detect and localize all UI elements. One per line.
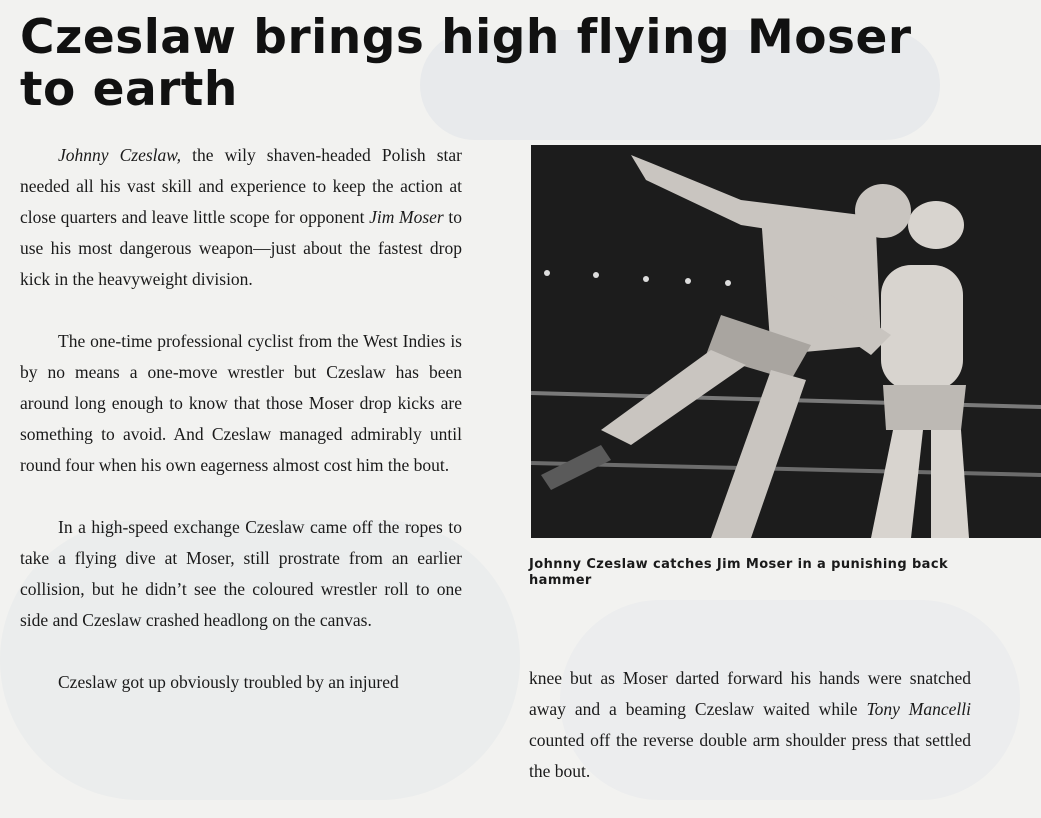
paragraph-5-text-a: knee but as Moser darted forward his hands were snatched away and a beaming Czeslaw waited while [529,668,971,719]
paragraph-2: The one-time professional cyclist from the West Indies is by no means a one-move wrestler but Czeslaw has been around long enough to know that those Moser drop kicks are something to avoid. And Czeslaw managed admirably until round four when his own eagerness almost cost him the bout. [20,331,462,475]
article-headline [20,12,920,116]
paragraph-1 [20,140,462,295]
paragraph-3: In a high-speed exchange Czeslaw came off the ropes to take a flying dive at Moser, still prostrate from an earlier collision, but he didn’t see the coloured wrestler roll to one side and Czeslaw crashed headlong on the canvas. [20,517,462,630]
wrestling-photo-illustration [531,145,1041,538]
paragraph-4: Czeslaw got up obviously troubled by an injured [58,672,399,692]
name-jim-moser: Jim Moser [369,207,444,227]
name-tony-mancelli: Tony Mancelli [866,699,971,719]
name-johnny-czeslaw: Johnny Czeslaw, [58,145,182,165]
paragraph-1-text-b: to use his most dangerous weapon—just about the fastest drop kick in the heavyweight division. [20,207,463,289]
paragraph-1-text-a: the wily shaven-headed Polish star needed all his vast skill and experience to keep the action at close quarters and leave little scope for opponent [20,145,462,227]
paragraph-5-text-b: counted off the reverse double arm shoulder press that settled the bout. [529,730,971,781]
wrestling-photo [531,145,1041,538]
left-column [20,140,462,729]
headline-line-2: to earth [20,62,238,117]
paragraph-5 [529,663,971,787]
right-column [529,663,971,818]
headline-line-1: Czeslaw brings high flying Moser [20,10,912,65]
photo-caption: Johnny Czeslaw catches Jim Moser in a punishing back hammer [529,557,948,588]
